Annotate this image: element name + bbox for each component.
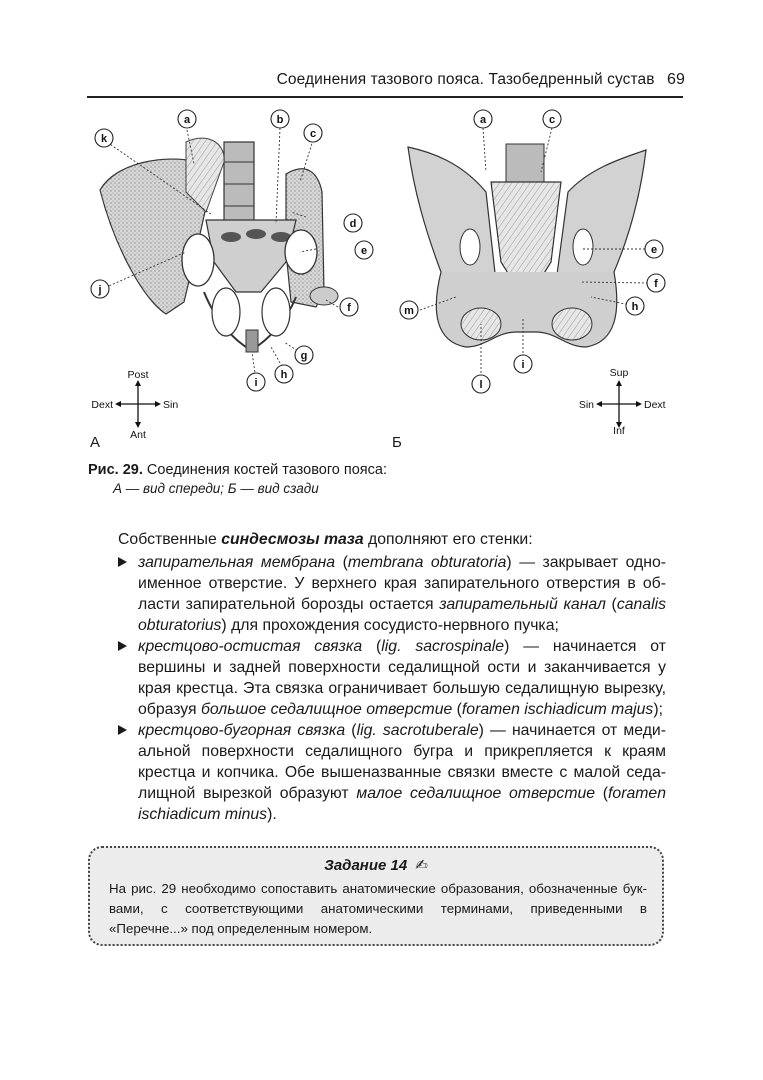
svg-text:h: h	[280, 369, 288, 381]
svg-text:l: l	[479, 379, 483, 391]
pelvis-illustrations	[86, 102, 686, 462]
orient-a-down: Ant	[130, 429, 146, 441]
page-number: 69	[667, 71, 685, 88]
svg-text:e: e	[360, 245, 368, 257]
caption-subtitle: А — вид спереди; Б — вид сзади	[113, 481, 319, 496]
svg-text:h: h	[631, 301, 639, 313]
orient-a-up: Post	[127, 369, 149, 381]
svg-text:j: j	[98, 284, 102, 296]
svg-text:k: k	[100, 133, 108, 145]
orient-b-right: Dext	[644, 399, 666, 411]
task-title: Задание 14 ✍	[324, 857, 428, 874]
panel-label-b: Б	[392, 434, 402, 451]
svg-text:c: c	[548, 114, 556, 126]
svg-text:a: a	[183, 114, 191, 126]
svg-text:c: c	[309, 128, 317, 140]
orient-a-left: Dext	[91, 399, 113, 411]
svg-text:i: i	[254, 377, 258, 389]
header-rule	[87, 96, 683, 98]
svg-text:b: b	[276, 114, 284, 126]
pelvis-anterior-view	[100, 138, 338, 352]
bullet-triangle-icon	[118, 557, 127, 567]
orient-a-right: Sin	[163, 399, 179, 411]
svg-text:m: m	[404, 305, 414, 317]
orient-b-down: Inf	[613, 425, 625, 437]
pelvis-posterior-view	[408, 144, 646, 347]
list-item: крестцово-бугорная связка (lig. sacrotuberale) — начинается от медиальной поверхности седалищного бугра и прикрепляется к краям крестца и копчика. Обе вышеназванные связки вместе с малой седалищной вырезкой образуют малое седалищное отверстие (foramen ischiadicum minus).	[118, 720, 666, 825]
figure-29	[86, 102, 686, 462]
svg-text:a: a	[479, 114, 487, 126]
caption-title: Соединения костей тазового пояса:	[146, 462, 388, 478]
bullet-triangle-icon	[118, 725, 127, 735]
task-box	[88, 846, 664, 946]
svg-text:f: f	[347, 302, 351, 314]
header-title: Соединения тазового пояса. Тазобедренный сустав	[276, 71, 655, 88]
caption-number: Рис. 29.	[88, 462, 143, 478]
panel-label-a: А	[90, 434, 101, 451]
svg-text:d: d	[349, 218, 357, 230]
body-text	[118, 529, 666, 825]
list-item: запирательная мембрана (membrana obturatoria) — закрывает одноименное отверстие. У верхнего края запирательного отверстия в области запирательной борозды остается запирательный канал (canalis obturatorius) для прохождения сосудисто-нервного пучка;	[118, 552, 666, 636]
pencil-writing-icon: ✍	[415, 857, 428, 874]
orient-b-up: Sup	[609, 367, 629, 379]
task-text: На рис. 29 необходимо сопоставить анатомические образования, обозначенные буквами, с соответствующими анатомическими терминами, приведенными в «Перечне...» под определенным номером.	[109, 881, 647, 936]
svg-text:e: e	[650, 244, 658, 256]
list-item: крестцово-остистая связка (lig. sacrospinale) — начинается от вершины и задней поверхности седалищной ости и заканчивается у края крестца. Эта связка ограничивает большую седалищную вырезку, образуя большое седалищное отверстие (foramen ischiadicum majus);	[118, 636, 666, 720]
figure-caption	[88, 460, 387, 480]
bullet-triangle-icon	[118, 641, 127, 651]
svg-text:g: g	[300, 350, 308, 362]
svg-text:f: f	[654, 278, 658, 290]
orientation-cross-b	[579, 367, 666, 437]
orient-b-left: Sin	[578, 399, 594, 411]
intro-paragraph: Собственные синдесмозы таза дополняют его стенки:	[118, 531, 533, 548]
svg-text:i: i	[521, 359, 525, 371]
running-header	[277, 71, 685, 89]
orientation-cross-a	[91, 369, 178, 441]
ligament-list	[118, 552, 666, 825]
